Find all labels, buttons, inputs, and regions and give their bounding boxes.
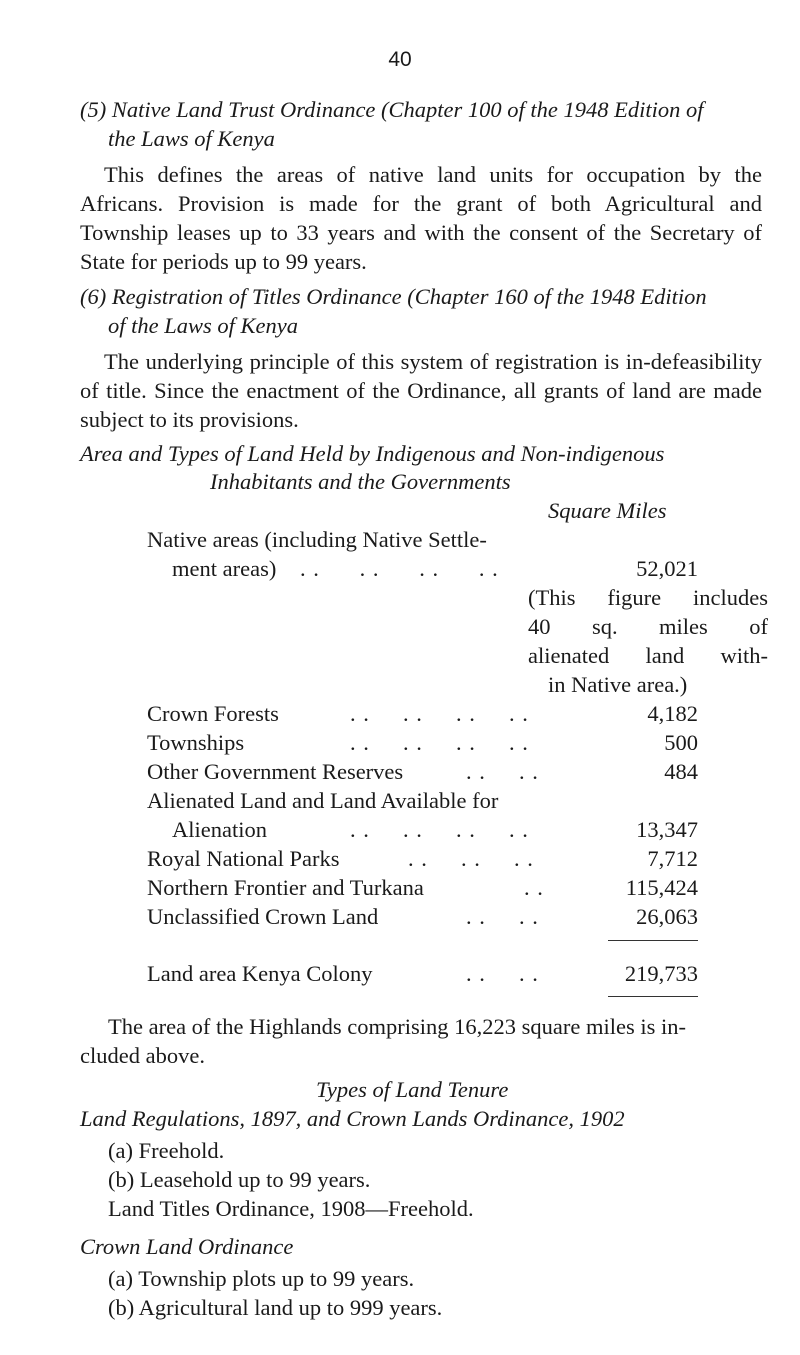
leader-dots: . . (524, 875, 544, 900)
row-label: Royal National Parks (147, 846, 340, 871)
row-label: Crown Forests (147, 701, 279, 726)
row-label: Townships (147, 730, 245, 755)
leader-dots: . . . . . . . . (350, 817, 529, 842)
native-areas-value: 52,021 (636, 556, 698, 581)
leader-dots: . . . . . . . . (300, 556, 499, 581)
unit-header: Square Miles (548, 498, 667, 523)
native-note-line4: in Native area.) (548, 672, 688, 697)
highlands-line1: The area of the Highlands comprising 16,223 square miles is in- (108, 1014, 686, 1039)
section5-paragraph: This defines the areas of native land units for occupation by the Africans. Provision is made for the grant of both Agricultural and Township leases up to 33 years and with the consent of the Secretary of State for periods up to 99 years. (80, 162, 762, 274)
native-areas-label-line2: ment areas) (172, 556, 277, 581)
row-value: 500 (664, 730, 698, 755)
leader-dots: . . . . . . . . (350, 730, 529, 755)
crown-land-b: (b) Agricultural land up to 999 years. (108, 1295, 443, 1320)
area-table-title-line1: Area and Types of Land Held by Indigenous and Non-indigenous (80, 441, 665, 466)
native-note-line3: alienated land with- (528, 643, 768, 668)
section5-heading-line1: (5) Native Land Trust Ordinance (Chapter 100 of the 1948 Edition of (80, 97, 704, 122)
crown-land-a: (a) Township plots up to 99 years. (108, 1266, 415, 1291)
total-rule-bottom (608, 996, 698, 997)
row-label: Unclassified Crown Land (147, 904, 379, 929)
native-note-line1: (This figure includes (528, 585, 768, 610)
section6-paragraph: The underlying principle of this system of registration is in-defeasibility of title. Since the enactment of the Ordinance, all grants of land are made subject to its provisions. (80, 349, 762, 432)
leader-dots: . . . . (466, 904, 539, 929)
section5-heading-line2: the Laws of Kenya (108, 126, 275, 151)
land-titles-ordinance: Land Titles Ordinance, 1908—Freehold. (108, 1196, 474, 1221)
total-value: 219,733 (624, 961, 698, 986)
row-label: Other Government Reserves (147, 759, 404, 784)
leader-dots: . . . . . . (408, 846, 534, 871)
native-note-line2: 40 sq. miles of (528, 614, 768, 639)
row-label: Alienation (172, 817, 267, 842)
row-value: 7,712 (647, 846, 698, 871)
land-regulations-a: (a) Freehold. (108, 1138, 225, 1163)
leader-dots: . . . . . . . . (350, 701, 529, 726)
row-value: 26,063 (636, 904, 698, 929)
page-number: 40 (388, 48, 412, 71)
highlands-line2: cluded above. (80, 1043, 205, 1068)
native-areas-label-line1: Native areas (including Native Settle- (147, 527, 487, 552)
leader-dots: . . . . (466, 759, 539, 784)
section6-heading-line1: (6) Registration of Titles Ordinance (Chapter 160 of the 1948 Edition (80, 284, 707, 309)
total-label: Land area Kenya Colony (147, 961, 373, 986)
row-label: Alienated Land and Land Available for (147, 788, 499, 813)
total-rule-top (608, 940, 698, 941)
area-table-title-line2: Inhabitants and the Governments (210, 469, 511, 494)
land-regulations-heading: Land Regulations, 1897, and Crown Lands Ordinance, 1902 (80, 1106, 625, 1131)
section6-heading-line2: of the Laws of Kenya (108, 313, 298, 338)
row-value: 115,424 (625, 875, 698, 900)
row-value: 484 (664, 759, 698, 784)
row-value: 13,347 (636, 817, 698, 842)
tenure-title: Types of Land Tenure (316, 1077, 509, 1102)
land-regulations-b: (b) Leasehold up to 99 years. (108, 1167, 371, 1192)
crown-land-heading: Crown Land Ordinance (80, 1234, 294, 1259)
row-label: Northern Frontier and Turkana (147, 875, 424, 900)
leader-dots: . . . . (466, 961, 539, 986)
row-value: 4,182 (647, 701, 698, 726)
